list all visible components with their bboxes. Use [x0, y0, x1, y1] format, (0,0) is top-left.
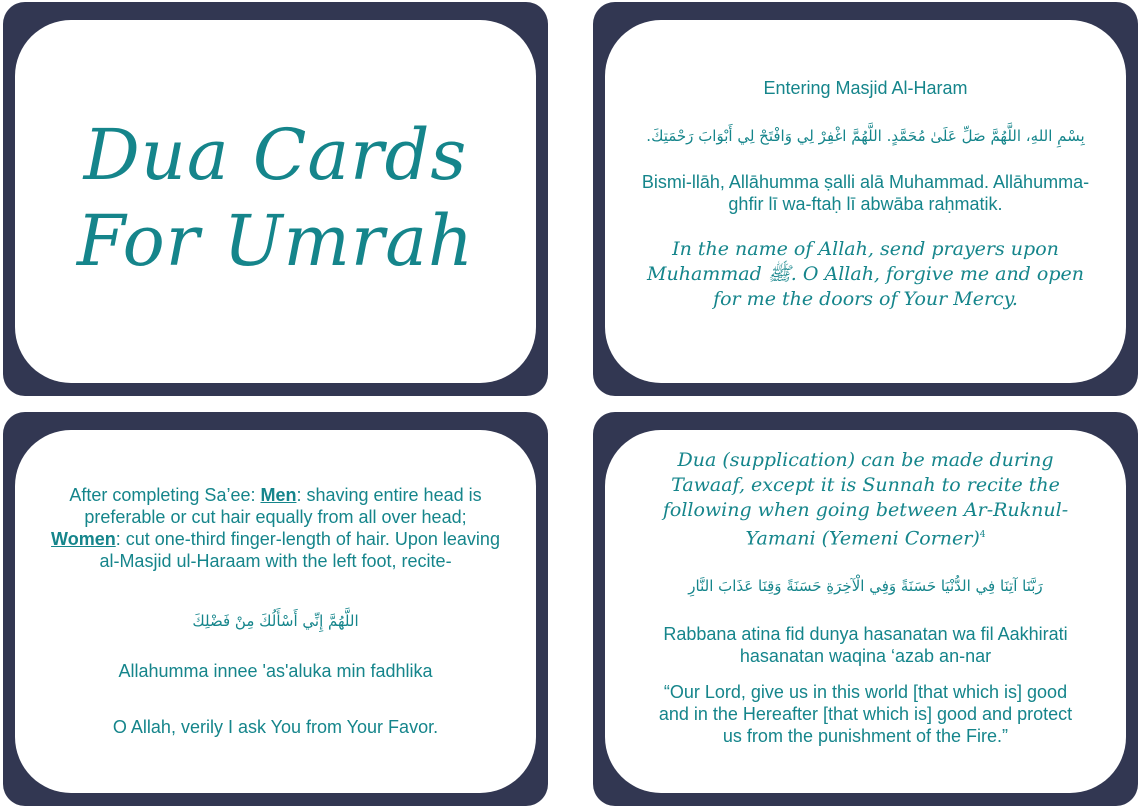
masjid-entry-meaning-line-2: Muhammad ﷺ. O Allah, forgive me and open	[647, 263, 1084, 285]
tawaaf-intro-line-4	[663, 523, 1068, 551]
tawaaf-intro-line-1: Dua (supplication) can be made during	[677, 449, 1054, 471]
masjid-entry-meaning	[647, 237, 1084, 312]
masjid-entry-card	[593, 2, 1138, 396]
tawaaf-transliteration	[663, 623, 1067, 667]
after-saee-line-1-suffix: : shaving entire head is	[296, 485, 482, 505]
masjid-entry-meaning-line-3: for me the doors of Your Mercy.	[713, 288, 1018, 310]
masjid-entry-card-face	[605, 20, 1126, 383]
after-saee-line-2: preferable or cut hair equally from all over head;	[84, 507, 467, 527]
tawaaf-intro-line-4-text: Yamani (Yemeni Corner)	[745, 527, 980, 550]
after-saee-line-4: al-Masjid ul-Haraam with the left foot, recite-	[99, 551, 452, 571]
masjid-entry-transliteration-line-1: Bismi-llāh, Allāhumma ṣalli alā Muhammad. Allāhumma-	[641, 172, 1090, 192]
tawaaf-card	[593, 412, 1138, 806]
tawaaf-intro	[663, 448, 1068, 551]
after-saee-instructions	[51, 484, 500, 572]
cards-title	[77, 112, 474, 284]
masjid-entry-arabic: بِسْمِ اللهِ، اللَّهُمَّ صَلِّ عَلَىٰ مُحَمَّدٍ. اللَّهُمَّ اغْفِرْ لِي وَافْتَحْ لِي أَبْوَابَ رَحْمَتِكَ.	[646, 127, 1085, 145]
after-saee-card-face	[15, 430, 536, 793]
after-saee-line-1	[51, 484, 500, 506]
footnote-marker: 4	[979, 530, 986, 540]
men-label: Men	[260, 485, 297, 505]
masjid-entry-heading: Entering Masjid Al-Haram	[763, 78, 968, 98]
women-label: Women	[51, 529, 116, 549]
cards-title-line-2: For Umrah	[76, 200, 475, 282]
tawaaf-intro-line-3: following when going between Ar-Ruknul-	[662, 499, 1069, 521]
tawaaf-arabic: رَبَّنَا آتِنَا فِي الدُّنْيَا حَسَنَةً وَفِي الْآخِرَةِ حَسَنَةً وَقِنَا عَذَابَ النَّارِ	[688, 577, 1043, 596]
tawaaf-intro-line-2: Tawaaf, except it is Sunnah to recite the	[671, 474, 1060, 496]
tawaaf-meaning-line-2: and in the Hereafter [that which is] good and protect	[658, 704, 1073, 725]
after-saee-line-3-suffix: : cut one-third finger-length of hair. Upon leaving	[115, 529, 500, 549]
title-card	[3, 2, 548, 396]
tawaaf-meaning-line-3: us from the punishment of the Fire.”	[722, 726, 1009, 747]
tawaaf-transliteration-line-1: Rabbana atina fid dunya hasanatan wa fil Aakhirati	[663, 624, 1068, 645]
cards-title-line-1: Dua Cards	[83, 114, 468, 196]
after-saee-arabic: اللَّهُمَّ إِنِّي أَسْأَلُكَ مِنْ فَضْلِكَ	[192, 612, 359, 630]
after-saee-line-1-prefix: After completing Sa’ee:	[69, 485, 261, 505]
masjid-entry-transliteration	[642, 171, 1089, 215]
after-saee-meaning: O Allah, verily I ask You from Your Favor.	[112, 717, 439, 737]
tawaaf-card-face	[605, 430, 1126, 793]
after-saee-card	[3, 412, 548, 806]
masjid-entry-meaning-line-1: In the name of Allah, send prayers upon	[672, 238, 1059, 260]
tawaaf-transliteration-line-2: hasanatan waqina ‘azab an-nar	[739, 646, 992, 667]
after-saee-transliteration: Allahumma innee 'as'aluka min fadhlika	[118, 661, 433, 681]
tawaaf-meaning-line-1: “Our Lord, give us in this world [that which is] good	[663, 682, 1068, 703]
after-saee-line-3	[51, 528, 500, 550]
masjid-entry-transliteration-line-2: ghfir lī wa-ftaḥ lī abwāba raḥmatik.	[728, 194, 1003, 214]
tawaaf-meaning	[659, 681, 1072, 747]
title-card-face	[15, 20, 536, 383]
